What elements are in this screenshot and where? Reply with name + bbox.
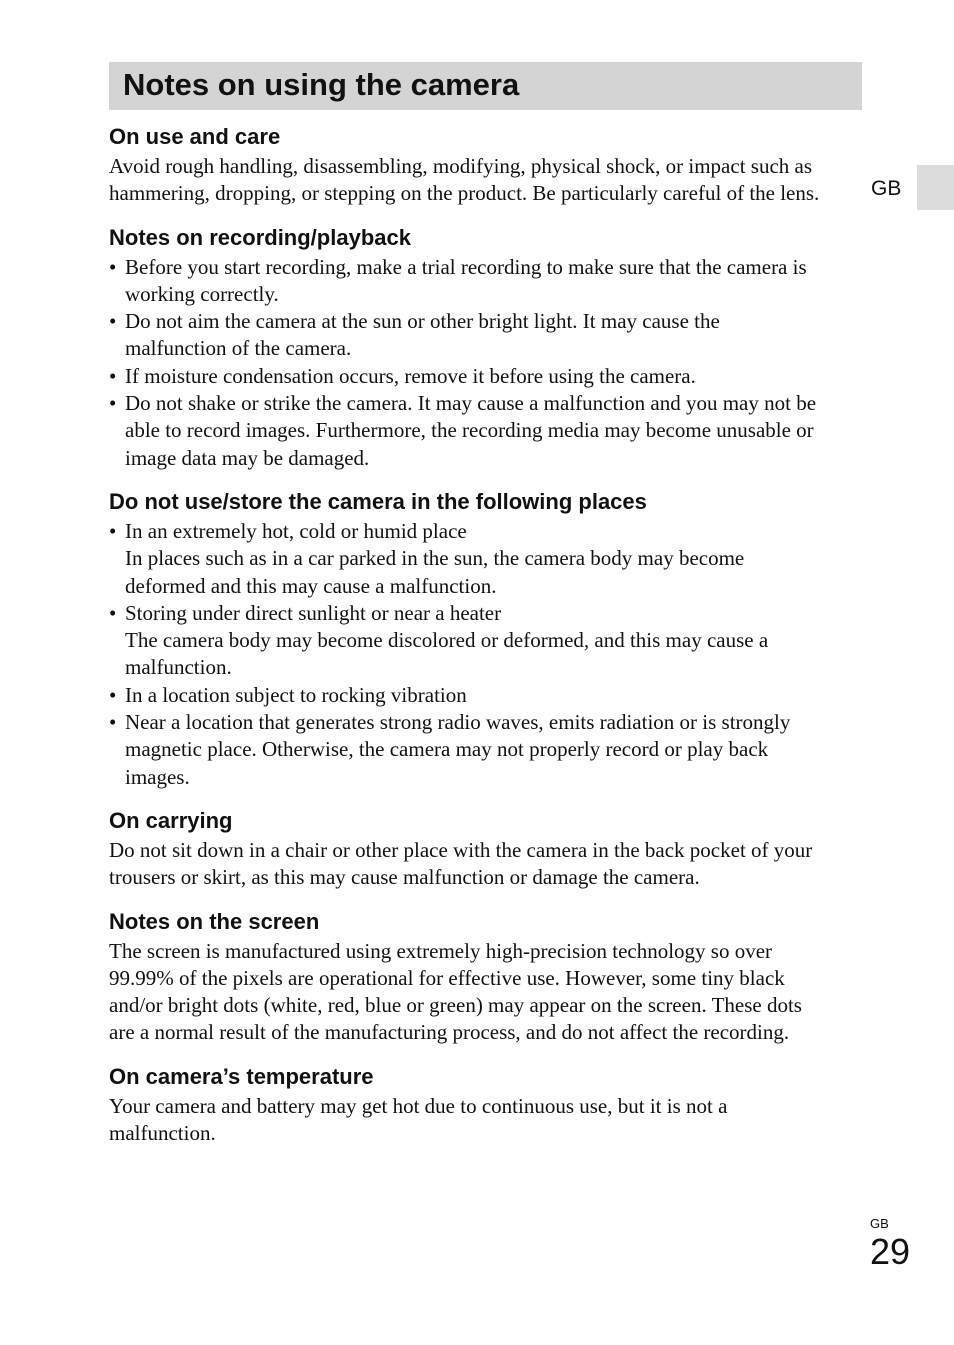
text-line: are a normal result of the manufacturing process, and do not affect the recording. — [109, 1020, 790, 1045]
list-item — [109, 363, 869, 390]
bullet-list — [109, 254, 869, 472]
text-line: trousers or skirt, as this may cause malfunction or damage the camera. — [109, 865, 700, 890]
bullet-icon: • — [109, 682, 117, 707]
bullet-list — [109, 518, 869, 791]
list-item — [109, 682, 869, 709]
text-line: Storing under direct sunlight or near a heater — [125, 600, 502, 625]
text-line: magnetic place. Otherwise, the camera may not properly record or play back — [125, 737, 769, 762]
text-line: malfunction. — [109, 1121, 216, 1146]
text-line: working correctly. — [125, 281, 279, 306]
section-places — [109, 486, 869, 791]
page-title: Notes on using the camera — [123, 67, 520, 102]
text-line: The camera body may become discolored or deformed, and this may cause a — [125, 628, 769, 653]
section-heading: On camera’s temperature — [109, 1063, 374, 1089]
list-item — [109, 518, 869, 600]
page-number: 29 — [870, 1231, 911, 1272]
bullet-icon: • — [109, 254, 117, 279]
text-line: The screen is manufactured using extremely high-precision technology so over — [109, 938, 773, 963]
page-number-block — [870, 1216, 910, 1272]
text-line: Before you start recording, make a trial recording to make sure that the camera is — [125, 254, 807, 279]
bullet-icon: • — [109, 600, 117, 625]
section-screen — [109, 906, 869, 1047]
page-language-label: GB — [870, 1216, 889, 1231]
text-line: malfunction of the camera. — [125, 336, 352, 361]
text-line: hammering, dropping, or stepping on the product. Be particularly careful of the lens. — [109, 181, 820, 206]
text-line: image data may be damaged. — [125, 445, 370, 470]
text-line: Do not shake or strike the camera. It may cause a malfunction and you may not be — [125, 391, 817, 416]
section-heading: On use and care — [109, 124, 281, 149]
text-line: and/or bright dots (white, red, blue or green) may appear on the screen. These dots — [109, 993, 802, 1018]
section-heading: Notes on recording/playback — [109, 224, 411, 250]
text-line: In a location subject to rocking vibration — [125, 682, 467, 707]
title-bar — [109, 62, 862, 110]
paragraph — [109, 153, 869, 208]
list-item — [109, 390, 869, 472]
section-use-care — [109, 121, 869, 208]
bullet-icon: • — [109, 363, 117, 388]
paragraph — [109, 837, 869, 892]
text-line: Near a location that generates strong radio waves, emits radiation or is strongly — [125, 710, 791, 735]
section-recording — [109, 222, 869, 472]
text-line: able to record images. Furthermore, the recording media may become unusable or — [125, 418, 814, 443]
text-line: Your camera and battery may get hot due to continuous use, but it is not a — [109, 1093, 728, 1118]
side-language-label: GB — [871, 177, 902, 200]
section-temperature — [109, 1061, 869, 1148]
text-line: malfunction. — [125, 655, 232, 680]
main-content — [109, 121, 869, 1161]
section-heading: On carrying — [109, 807, 233, 833]
text-line: Do not sit down in a chair or other place with the camera in the back pocket of your — [109, 837, 813, 862]
paragraph — [109, 938, 869, 1047]
list-item — [109, 600, 869, 682]
bullet-icon: • — [109, 391, 117, 416]
list-item — [109, 709, 869, 791]
section-heading: Notes on the screen — [109, 908, 320, 934]
side-tab — [917, 165, 954, 210]
list-item — [109, 254, 869, 309]
paragraph — [109, 1093, 869, 1148]
text-line: Do not aim the camera at the sun or other bright light. It may cause the — [125, 309, 720, 334]
bullet-icon: • — [109, 309, 117, 334]
section-heading: Do not use/store the camera in the following places — [109, 488, 647, 514]
text-line: Avoid rough handling, disassembling, modifying, physical shock, or impact such as — [109, 154, 813, 178]
text-line: In places such as in a car parked in the sun, the camera body may become — [125, 546, 745, 571]
bullet-icon: • — [109, 710, 117, 735]
list-item — [109, 308, 869, 363]
text-line: If moisture condensation occurs, remove it before using the camera. — [125, 363, 696, 388]
section-carrying — [109, 805, 869, 892]
text-line: 99.99% of the pixels are operational for effective use. However, some tiny black — [109, 965, 785, 990]
bullet-icon: • — [109, 518, 117, 543]
text-line: deformed and this may cause a malfunction. — [125, 573, 497, 598]
text-line: images. — [125, 764, 190, 789]
text-line: In an extremely hot, cold or humid place — [125, 518, 467, 543]
